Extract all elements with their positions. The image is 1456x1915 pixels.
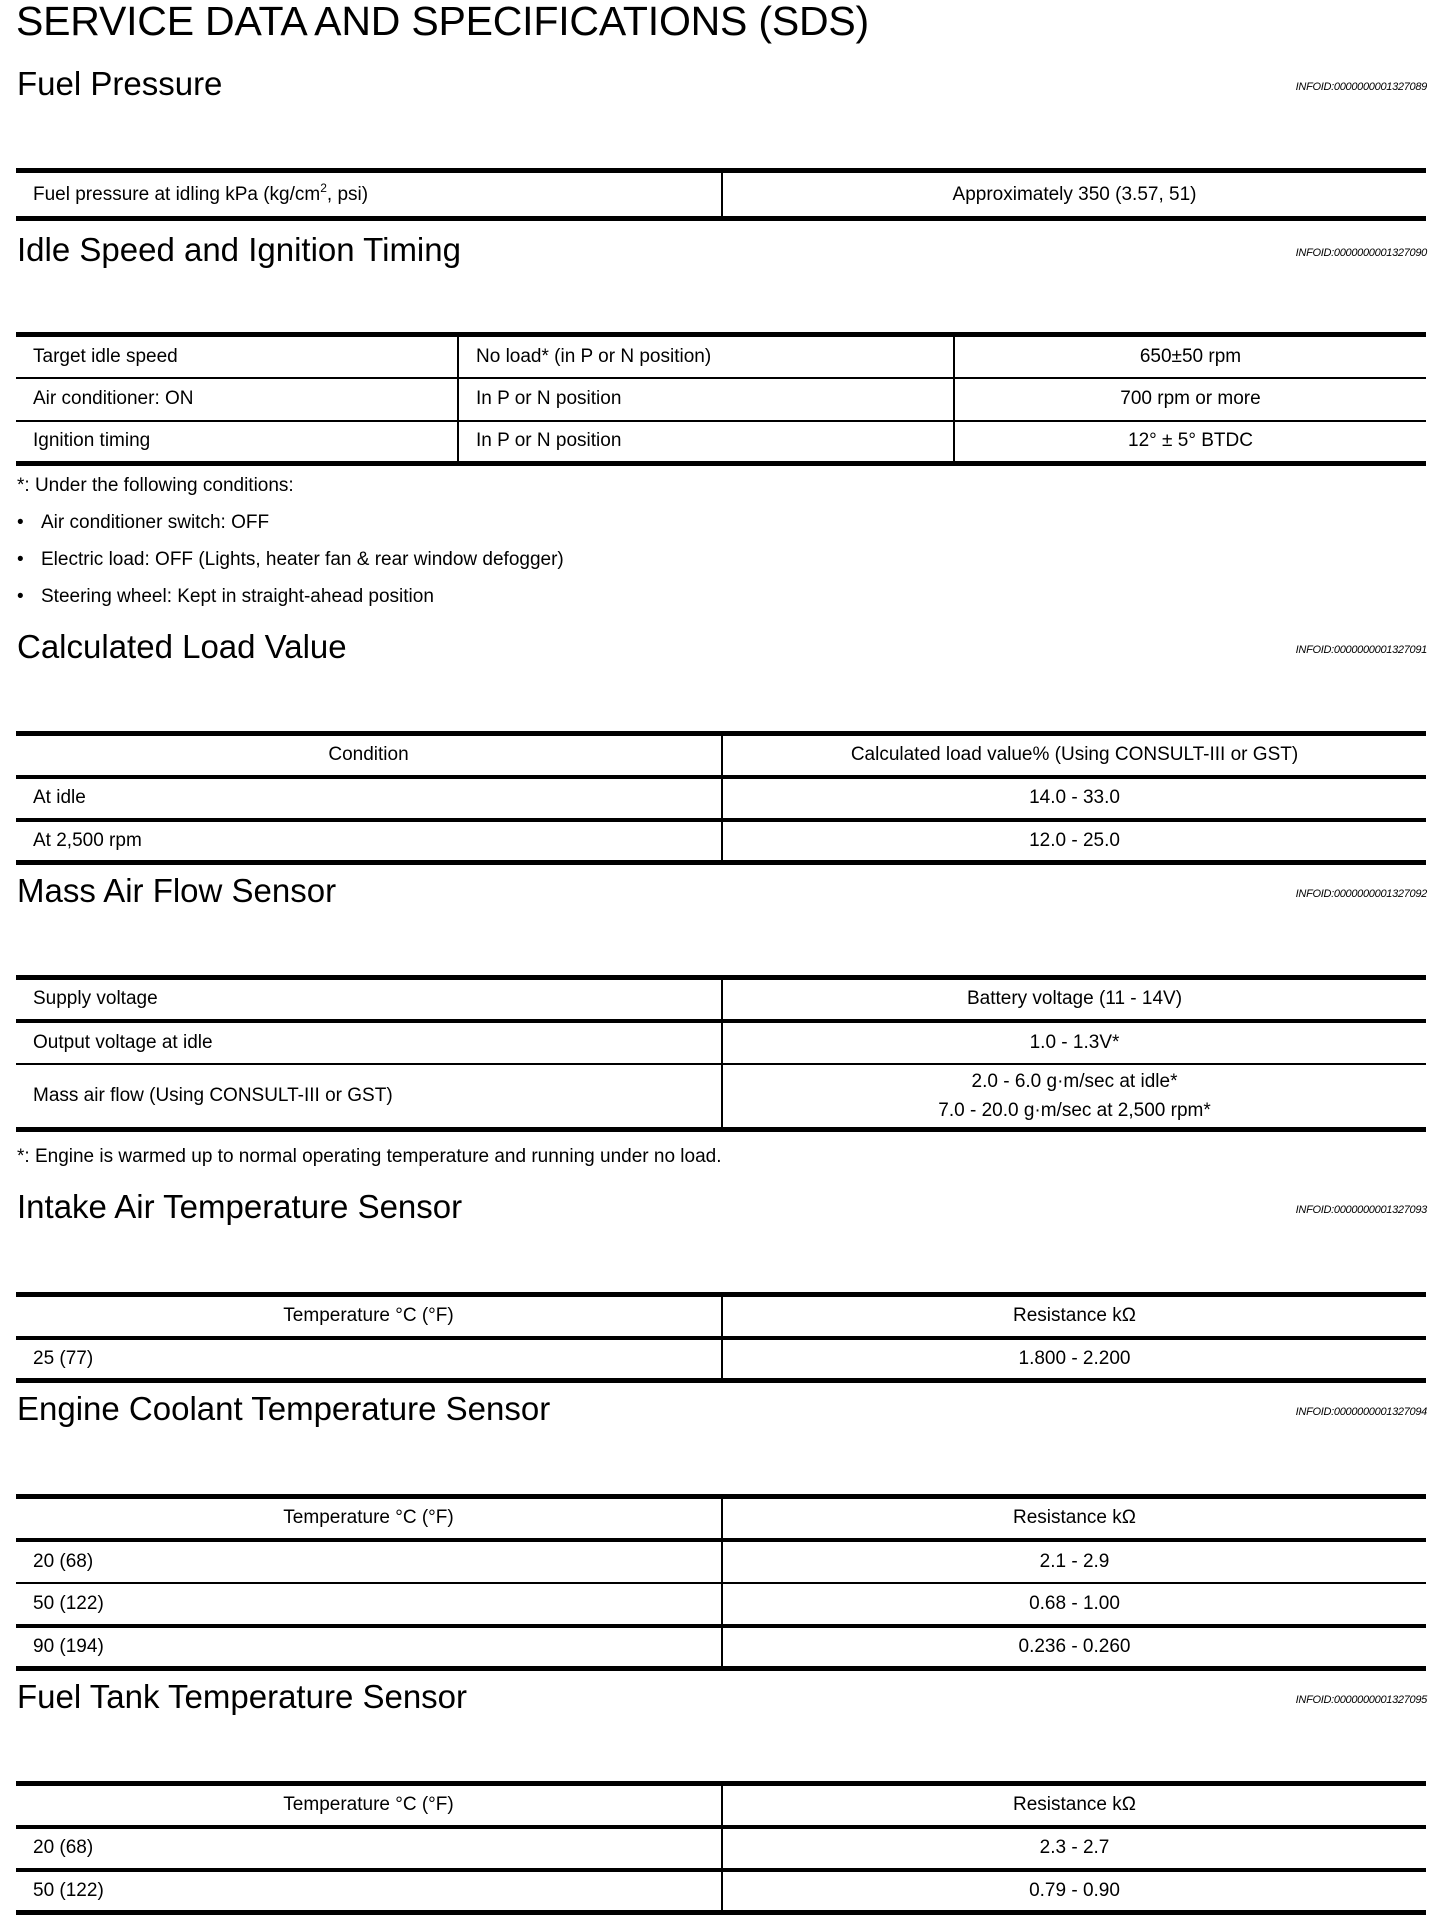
temperature-cell: 25 (77): [16, 1338, 722, 1381]
spec-value-line: 2.0 - 6.0 g·m/sec at idle*: [971, 1070, 1178, 1092]
column-header: Temperature °C (°F): [16, 1497, 722, 1540]
spec-item: Mass air flow (Using CONSULT-III or GST): [16, 1064, 722, 1130]
section-heading: Engine Coolant Temperature Sensor: [17, 1390, 551, 1427]
info-id: INFOID:0000000001327093: [1295, 1204, 1427, 1216]
table-row: [16, 378, 1426, 421]
spec-condition: In P or N position: [458, 378, 954, 421]
section-heading: Fuel Tank Temperature Sensor: [17, 1678, 468, 1715]
info-id: INFOID:0000000001327095: [1295, 1694, 1427, 1706]
idle-speed-notes: [17, 467, 564, 615]
resistance-cell: 2.3 - 2.7: [722, 1827, 1426, 1870]
column-header: Resistance kΩ: [722, 1497, 1426, 1540]
temperature-cell: 50 (122): [16, 1583, 722, 1626]
table-row: [16, 1870, 1426, 1913]
section-fuel-pressure: [0, 64, 1456, 104]
spec-value: 650±50 rpm: [954, 335, 1426, 378]
spec-item: Target idle speed: [16, 335, 458, 378]
spec-item: Supply voltage: [16, 978, 722, 1021]
spec-item: Air conditioner: ON: [16, 378, 458, 421]
section-heading: Calculated Load Value: [17, 628, 347, 665]
info-id: INFOID:0000000001327092: [1295, 888, 1427, 900]
spec-condition: No load* (in P or N position): [458, 335, 954, 378]
note-text: Electric load: OFF (Lights, heater fan & rear window defogger): [41, 549, 564, 570]
superscript: 2: [320, 180, 327, 195]
note-text: Steering wheel: Kept in straight-ahead position: [41, 586, 434, 607]
table-row: [16, 820, 1426, 863]
fuel-tank-temp-sensor-table: [16, 1781, 1426, 1915]
condition-cell: At idle: [16, 777, 722, 820]
column-header: Temperature °C (°F): [16, 1784, 722, 1827]
section-calculated-load: [0, 627, 1456, 667]
note-intro: *: Under the following conditions:: [17, 475, 294, 496]
note-item: [17, 578, 564, 615]
table-row: [16, 421, 1426, 464]
resistance-cell: 2.1 - 2.9: [722, 1540, 1426, 1583]
table-row: [16, 1583, 1426, 1626]
temperature-cell: 20 (68): [16, 1540, 722, 1583]
table-row: [16, 978, 1426, 1021]
table-row: [16, 1626, 1426, 1669]
table-header-row: [16, 734, 1426, 777]
temperature-cell: 20 (68): [16, 1827, 722, 1870]
section-heading: Fuel Pressure: [17, 65, 223, 102]
idle-speed-table: [16, 332, 1426, 466]
table-header-row: [16, 1497, 1426, 1540]
iat-sensor-table: [16, 1292, 1426, 1383]
section-heading: Idle Speed and Ignition Timing: [17, 231, 461, 268]
spec-value: 700 rpm or more: [954, 378, 1426, 421]
page-title: SERVICE DATA AND SPECIFICATIONS (SDS): [16, 0, 869, 44]
calculated-load-table: [16, 731, 1426, 865]
spec-item: Output voltage at idle: [16, 1021, 722, 1064]
section-heading: Mass Air Flow Sensor: [17, 872, 337, 909]
info-id: INFOID:0000000001327091: [1295, 644, 1427, 656]
spec-value: 12° ± 5° BTDC: [954, 421, 1426, 464]
table-row: [16, 777, 1426, 820]
table-row: [16, 1540, 1426, 1583]
info-id: INFOID:0000000001327089: [1295, 81, 1427, 93]
column-header: Temperature °C (°F): [16, 1295, 722, 1338]
bullet-icon: •: [17, 512, 24, 533]
section-heading: Intake Air Temperature Sensor: [17, 1188, 463, 1225]
section-iat-sensor: [0, 1187, 1456, 1227]
table-row: [16, 1064, 1426, 1130]
condition-cell: At 2,500 rpm: [16, 820, 722, 863]
column-header: Calculated load value% (Using CONSULT-III or GST): [722, 734, 1426, 777]
spec-value: Approximately 350 (3.57, 51): [722, 171, 1426, 219]
note-item: [17, 504, 564, 541]
maf-sensor-table: [16, 975, 1426, 1132]
column-header: Condition: [16, 734, 722, 777]
resistance-cell: 0.79 - 0.90: [722, 1870, 1426, 1913]
temperature-cell: 50 (122): [16, 1870, 722, 1913]
table-row: [16, 335, 1426, 378]
table-row: [16, 1338, 1426, 1381]
table-row: [16, 171, 1426, 219]
section-idle-speed: [0, 230, 1456, 270]
column-header: Resistance kΩ: [722, 1784, 1426, 1827]
resistance-cell: 0.236 - 0.260: [722, 1626, 1426, 1669]
value-cell: 14.0 - 33.0: [722, 777, 1426, 820]
bullet-icon: •: [17, 549, 24, 570]
maf-footnote: *: Engine is warmed up to normal operating temperature and running under no load.: [17, 1146, 722, 1167]
spec-label: Fuel pressure at idling kPa (kg/cm: [33, 183, 321, 205]
spec-value: 1.0 - 1.3V*: [722, 1021, 1426, 1064]
spec-value: [722, 1064, 1426, 1130]
resistance-cell: 1.800 - 2.200: [722, 1338, 1426, 1381]
spec-condition: In P or N position: [458, 421, 954, 464]
spec-value-line: 7.0 - 20.0 g·m/sec at 2,500 rpm*: [938, 1099, 1211, 1121]
section-ect-sensor: [0, 1389, 1456, 1429]
info-id: INFOID:0000000001327094: [1295, 1406, 1427, 1418]
note-item: [17, 541, 564, 578]
ect-sensor-table: [16, 1494, 1426, 1671]
bullet-icon: •: [17, 586, 24, 607]
resistance-cell: 0.68 - 1.00: [722, 1583, 1426, 1626]
spec-label-tail: , psi): [326, 183, 369, 205]
note-text: Air conditioner switch: OFF: [41, 512, 270, 533]
table-header-row: [16, 1784, 1426, 1827]
spec-item: Ignition timing: [16, 421, 458, 464]
section-maf-sensor: [0, 871, 1456, 911]
table-header-row: [16, 1295, 1426, 1338]
table-row: [16, 1021, 1426, 1064]
column-header: Resistance kΩ: [722, 1295, 1426, 1338]
spec-item: [16, 171, 722, 219]
fuel-pressure-table: [16, 168, 1426, 221]
section-fuel-tank-temp-sensor: [0, 1677, 1456, 1717]
value-cell: 12.0 - 25.0: [722, 820, 1426, 863]
table-row: [16, 1827, 1426, 1870]
temperature-cell: 90 (194): [16, 1626, 722, 1669]
spec-value: Battery voltage (11 - 14V): [722, 978, 1426, 1021]
info-id: INFOID:0000000001327090: [1295, 247, 1427, 259]
